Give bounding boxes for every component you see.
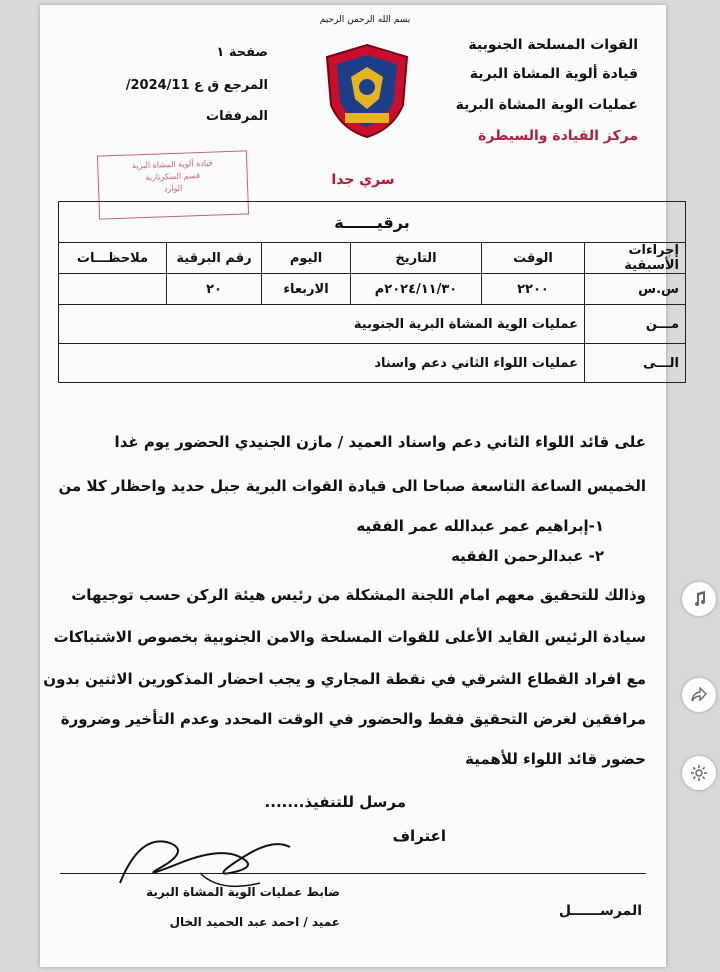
from-value: عمليات الوية المشاة البرية الجنوبية [59, 305, 585, 344]
stamp-line-3: الوارد [163, 183, 183, 194]
body-line-2: الخميس الساعة التاسعة صباحا الى قيادة القوات البرية جبل حديد واحظار كلا من [58, 477, 646, 495]
acknowledgement-label: اعتراف [392, 827, 446, 845]
header-org-line-2: قيادة ألوية المشاة البرية [469, 66, 638, 82]
header-org-line-1: القوات المسلحة الجنوبية [468, 37, 638, 53]
telegram-table [58, 201, 686, 383]
value-telegram-number: ٢٠ [167, 274, 262, 305]
classification-label: سري جدا [331, 172, 395, 188]
share-button[interactable] [682, 678, 716, 712]
value-date: ٢٠٢٤/١١/٣٠م [351, 274, 482, 305]
body-line-3: وذالك للتحقيق معهم امام اللجنة المشكلة من رئيس هيئة الركن حسب توجيهات [71, 586, 646, 604]
header-notes: ملاحظـــات [59, 243, 167, 274]
sender-label: المرســــــل [558, 903, 642, 919]
stamp-line-1: قيادة ألوية المشاة البرية [131, 158, 213, 171]
header-day: اليوم [262, 243, 351, 274]
officer-title: ضابط عمليات الوية المشاة البرية [146, 885, 340, 899]
reference-number: المرجع ق ع 2024/11/ [125, 78, 268, 93]
header-org-line-3: عمليات الوية المشاة البرية [455, 97, 638, 113]
header-date: التاريخ [351, 243, 482, 274]
officer-name: عميد / احمد عبد الحميد الخال [169, 915, 340, 929]
footer-divider [60, 873, 646, 874]
settings-button[interactable] [682, 756, 716, 790]
body-line-5: مع افراد القطاع الشرقي في نقطة المجاري و يجب احضار المذكورين الاثنين بدون [43, 670, 646, 688]
body-line-7: حضور قائد اللواء للأهمية [465, 750, 646, 768]
to-label: الـــى [585, 344, 686, 383]
header-time: الوقت [482, 243, 585, 274]
value-notes [59, 274, 167, 305]
header-org-line-4: مركز القيادة والسيطرة [478, 128, 638, 144]
to-value: عمليات اللواء الثاني دعم واسناد [59, 344, 585, 383]
military-emblem [323, 43, 411, 139]
body-line-4: سيادة الرئيس القايد الأعلى للقوات المسلحة والامن الجنوبية بخصوص الاشتباكات [53, 628, 646, 646]
body-line-1: على قائد اللواء الثاني دعم واسناد العميد / مازن الجنيدي الحضور يوم غدا [114, 433, 646, 451]
body-item-1: ١-إبراهيم عمر عبدالله عمر الفقيه [356, 517, 604, 535]
send-for-execution: مرسل للتنفيذ....... [264, 793, 406, 811]
basmala: بسم الله الرحمن الرحيم [319, 15, 411, 25]
music-note-icon [691, 591, 707, 607]
audio-note-button[interactable] [682, 582, 716, 616]
value-priority: س.س [585, 274, 686, 305]
body-line-6: مرافقين لغرض التحقيق فقط والحضور في الوقت المحدد وعدم التأخير وضرورة [60, 710, 646, 728]
body-item-2: ٢- عبدالرحمن الفقيه [451, 547, 604, 565]
value-time: ٢٢٠٠ [482, 274, 585, 305]
value-day: الاربعاء [262, 274, 351, 305]
document-page [40, 5, 679, 967]
attachments-label: المرفقات [206, 109, 268, 124]
telegram-title: برقيــــــة [59, 202, 686, 243]
header-priority: إجراءات الأسبقية [585, 243, 686, 274]
header-telegram-number: رقم البرقية [167, 243, 262, 274]
share-arrow-icon [691, 687, 707, 703]
stamp-line-2: قسم السكرتارية [145, 171, 201, 182]
gear-icon [690, 764, 708, 782]
from-label: مـــن [585, 305, 686, 344]
page-number: صفحة ١ [216, 45, 268, 60]
